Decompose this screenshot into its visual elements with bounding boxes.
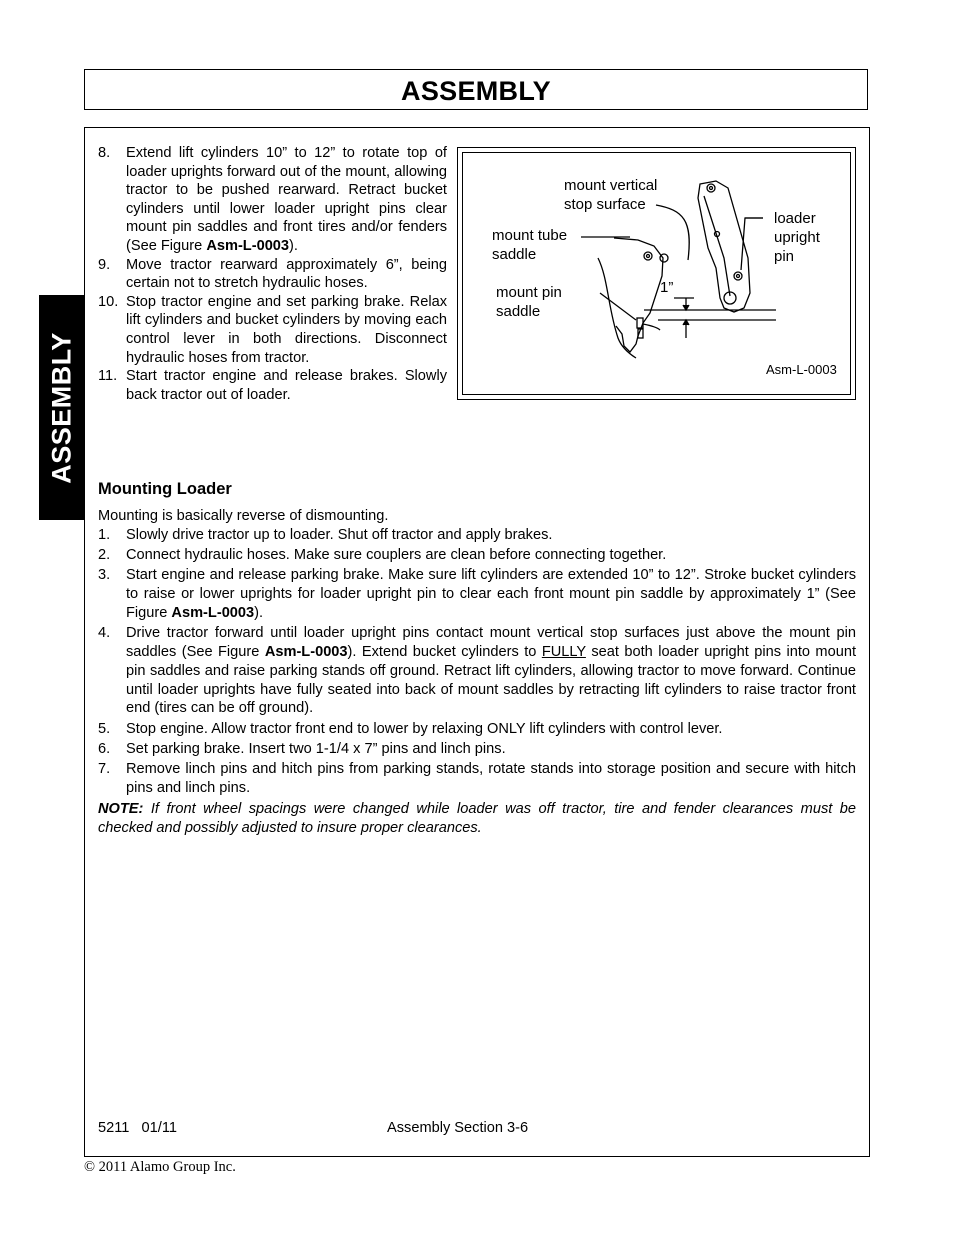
list-item: 11. Start tractor engine and release brakes. Slowly back tractor out of loader. xyxy=(98,368,447,403)
copyright: © 2011 Alamo Group Inc. xyxy=(84,1159,236,1175)
list-item: 9. Move tractor rearward approximately 6”, being certain not to stretch hydraulic hoses. xyxy=(98,256,447,292)
list-item: 8. Extend lift cylinders 10” to 12” to rotate top of loader uprights forward out of the mount, allowing tractor to be pushed rearward. Retract bucket cylinders until lower loader upright pins clear mount pin saddles and front tires and/or fenders (See Figure Asm-L-0003). xyxy=(98,145,447,254)
side-tab xyxy=(39,295,84,520)
list-item: 1. Slowly drive tractor up to loader. Shut off tractor and apply brakes. xyxy=(98,527,553,543)
figure-asm-l-0003 xyxy=(457,147,856,400)
note-label: NOTE: xyxy=(98,801,144,817)
mounting-steps xyxy=(98,526,856,799)
note-text: If front wheel spacings were changed while loader was off tractor, tire and fender clearances must be checked and possibly adjusted to insure proper clearances. xyxy=(98,801,856,836)
note xyxy=(98,800,856,838)
page-title: ASSEMBLY xyxy=(401,76,551,106)
label-mount-vertical-stop-surface: mount vertical stop surface xyxy=(564,177,658,213)
list-item: 2. Connect hydraulic hoses. Make sure couplers are clean before connecting together. xyxy=(98,547,667,564)
list-item: 7. Remove linch pins and hitch pins from parking stands, rotate stands into storage position and secure with hitch pins and linch pins. xyxy=(98,760,856,796)
figure-id: Asm-L-0003 xyxy=(766,362,837,377)
label-mount-tube-saddle: mount tube saddle xyxy=(492,227,568,263)
label-mount-pin-saddle: mount pin saddle xyxy=(496,284,562,320)
label-dimension-1-inch: 1” xyxy=(660,279,674,296)
list-item: 4. Drive tractor forward until loader upright pins contact mount vertical stop surfaces just above the mount pin saddles (See Figure Asm-L-0003). Extend bucket cylinders to FULLY seat both loader upright pins into mount pin saddles and raise parking stands off ground. Retract lift cylinders, allowing tractor to move forward. Continue until loader uprights have fully seated into back of mount saddles by retracting lift cylinders to raise tractor front end (tires can be off ground). xyxy=(98,625,856,717)
side-tab-label: ASSEMBLY xyxy=(46,331,76,484)
list-item: 10. Stop tractor engine and set parking brake. Relax lift cylinders and bucket cylinders by moving each control lever in both directions. Disconnect hydraulic hoses from tractor. xyxy=(98,293,447,366)
list-item: 5. Stop engine. Allow tractor front end to lower by relaxing ONLY lift cylinders with control lever. xyxy=(98,720,723,737)
dismount-steps xyxy=(98,144,447,404)
footer-doc-number: 5211 01/11 xyxy=(98,1120,177,1136)
list-item: 3. Start engine and release parking brake. Make sure lift cylinders are extended 10” to 12”. Stroke bucket cylinders to raise or lower uprights for loader upright pin to clear each front mount pin saddle by approximately 1” (See Figure Asm-L-0003). xyxy=(98,567,856,621)
section-intro: Mounting is basically reverse of dismounting. xyxy=(98,508,389,524)
list-item: 6. Set parking brake. Insert two 1-1/4 x 7” pins and linch pins. xyxy=(98,740,506,757)
footer-section: Assembly Section 3-6 xyxy=(387,1120,529,1136)
label-loader-upright-pin: loader upright pin xyxy=(774,210,820,265)
header-box xyxy=(84,69,868,110)
section-title: Mounting Loader xyxy=(98,480,232,498)
